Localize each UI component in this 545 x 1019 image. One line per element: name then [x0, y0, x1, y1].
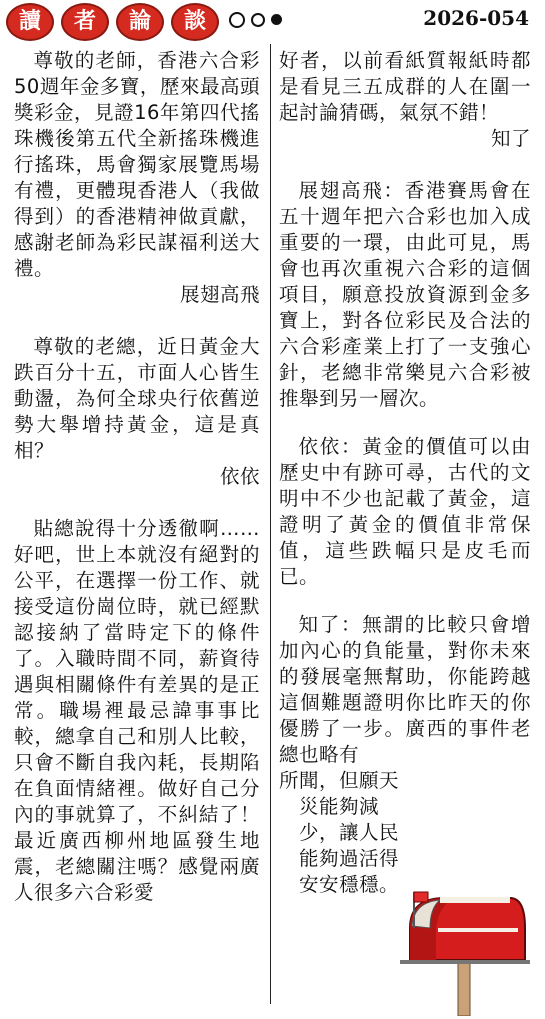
title-badge-3: 論 — [116, 3, 164, 41]
reply-3-tail-2: 災能夠減 — [299, 795, 380, 818]
circle-open-small-icon — [251, 13, 265, 27]
reply-3-tail-4: 能夠過活得 — [299, 847, 400, 870]
letter-3-continued: 好者，以前看紙質報紙時都是看見三五成群的人在圍一起討論猜碼，氣氛不錯！ — [279, 49, 531, 124]
letter-1: 尊敬的老師，香港六合彩50週年金多寶，歷來最高頭獎彩金，見證16年第四代搖珠機後第五代全新搖珠機進行搖珠，馬會獨家展覽馬場有禮，更體現香港人（我做得到）的香港精神做貢獻，感謝老師為彩民謀福利送大禮。 — [14, 49, 260, 280]
circle-open-icon — [229, 12, 245, 28]
letter-3: 貼總說得十分透徹啊……好吧，世上本就沒有絕對的公平，在選擇一份工作、就接受這份崗位時，就已經默認接納了當時定下的條件了。入職時間不同，薪資待遇與相關條件有差異的是正常。職場裡最忌諱事事比較，總拿自己和別人比較，只會不斷自我內耗，長期陷在負面情緒裡。做好自己分內的事就算了，不糾結了！最近廣西柳州地區發生地震，老總關注嗎？感覺兩廣人很多六合彩愛 — [14, 517, 260, 904]
reply-3: 知了：無謂的比較只會增加內心的負能量，對你未來的發展毫無幫助，你能跨越這個難題證明你比昨天的你優勝了一步。廣西的事件老總也略有 — [279, 613, 531, 766]
mailbox-icon — [400, 888, 530, 1016]
signature-2: 依依 — [219, 465, 260, 488]
right-column — [279, 48, 531, 898]
reply-1: 展翅高飛：香港賽馬會在五十週年把六合彩也加入成重要的一環，由此可見，馬會也再次重視六合彩的這個項目，願意投放資源到金多寶上，對各位彩民及合法的六合彩產業上打了一支強心針，老總非常樂見六合彩被推舉到另一層次。 — [279, 179, 531, 410]
circle-filled-icon — [271, 14, 282, 25]
column-header — [0, 0, 545, 40]
reply-3-tail-3: 少，讓人民 — [299, 821, 400, 844]
issue-number: 2026-054 — [423, 6, 529, 30]
letter-2: 尊敬的老總，近日黃金大跌百分十五，市面人心皆生動盪，為何全球央行依舊逆勢大舉增持黃金，這是真相？ — [14, 335, 260, 462]
reply-2: 依依：黃金的價值可以由歷史中有跡可尋，古代的文明中不少也記載了黃金，這證明了黃金的價值非常保值，這些跌幅只是皮毛而已。 — [279, 435, 531, 588]
signature-3: 知了 — [490, 127, 531, 150]
title-badge-4: 談 — [171, 3, 219, 41]
left-column — [14, 48, 260, 906]
column-divider — [270, 44, 271, 1004]
title-badge-2: 者 — [61, 3, 109, 41]
reply-3-tail-5: 安安穩穩。 — [299, 873, 400, 896]
title-badge-1: 讀 — [6, 3, 54, 41]
signature-1: 展翅高飛 — [179, 283, 260, 306]
reply-3-tail-1: 所聞，但願天 — [279, 769, 400, 792]
